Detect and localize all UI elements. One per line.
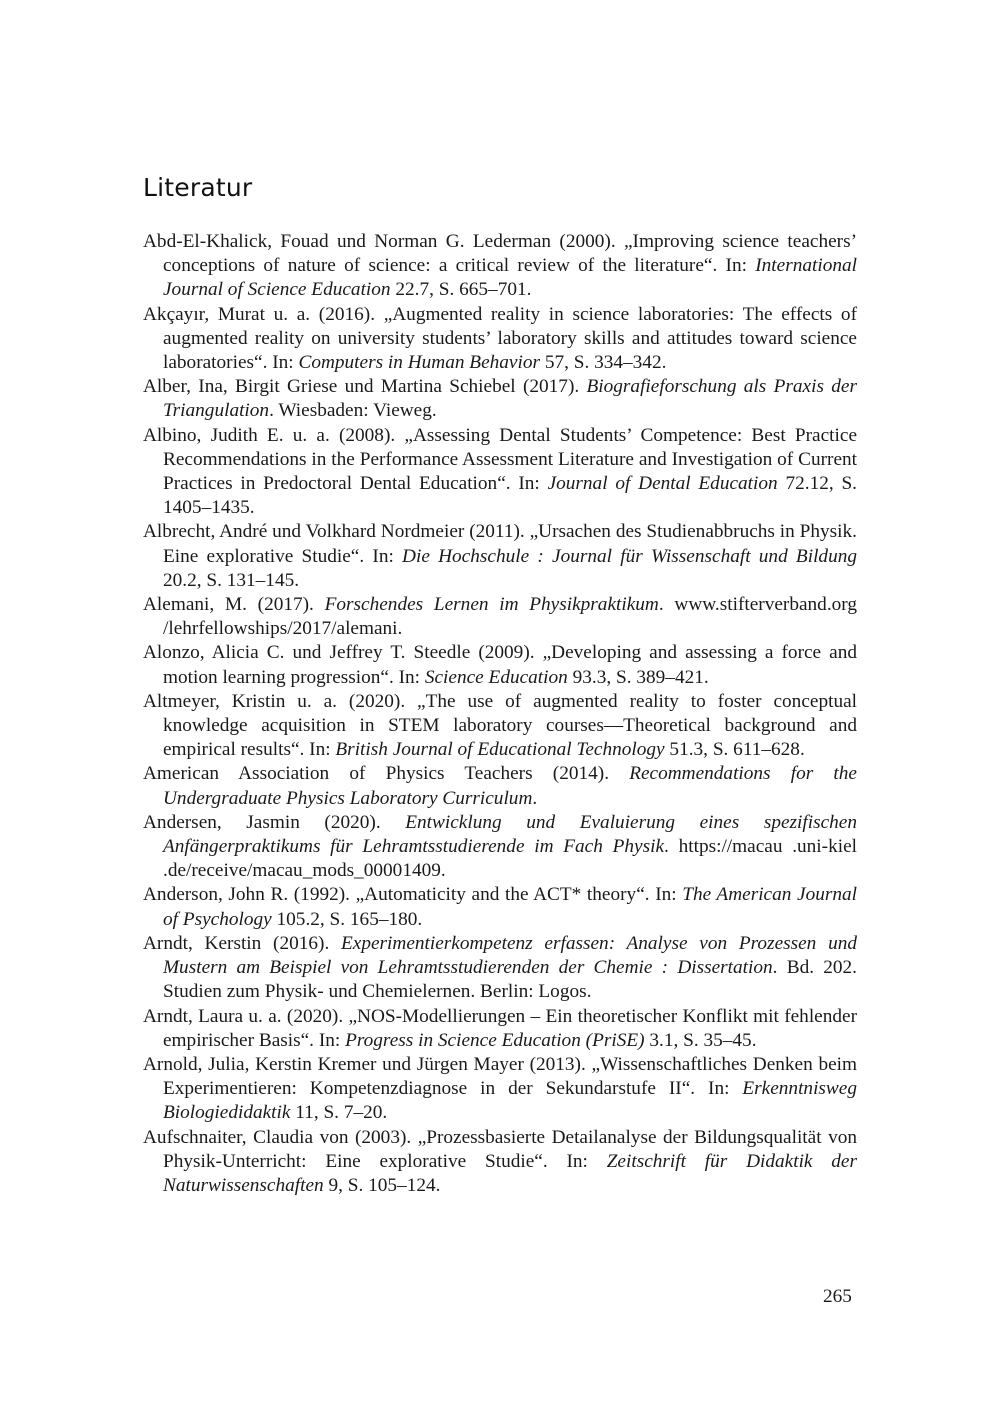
reference-entry — [143, 641, 857, 689]
reference-source: Erkenntnisweg Biologiedidaktik — [163, 1078, 857, 1124]
reference-text: Abd-El-Khalick, Fouad und Norman G. Lederman (2000). „Improving science teachers’ conceptions of nature of science: a critical review of the literature“. In: — [143, 231, 857, 277]
reference-details: . Bd. 202. Studien zum Physik- und Chemielernen. Berlin: Logos. — [163, 957, 858, 1003]
reference-entry — [143, 1053, 857, 1126]
reference-details: . Wiesbaden: Vieweg. — [269, 400, 437, 422]
reference-text: Altmeyer, Kristin u. a. (2020). „The use of augmented reality to foster conceptual knowledge acquisition in STEM laboratory courses—Theoretical background and empirical results“. In: — [143, 690, 857, 761]
reference-entry — [143, 424, 857, 521]
reference-entry — [143, 762, 857, 810]
reference-entry — [143, 690, 857, 763]
reference-details: . — [532, 787, 538, 809]
page-number: 265 — [823, 1286, 852, 1307]
reference-entry — [143, 1126, 857, 1199]
reference-text: Arndt, Kerstin (2016). — [143, 932, 342, 954]
reference-entry — [143, 883, 857, 931]
reference-text: Arnold, Julia, Kerstin Kremer und Jürgen Mayer (2013). „Wissenschaftliches Denken beim Experimentieren: Kompetenzdiagnose in der Sekundarstufe II“. In: — [143, 1053, 857, 1100]
reference-text: Alonzo, Alicia C. und Jeffrey T. Steedle (2009). „Developing and assessing a force and motion learning progression“. In: — [143, 642, 857, 688]
reference-details: 72.12, S. 1405–1435. — [163, 473, 858, 519]
reference-details: 57, S. 334–342. — [540, 352, 667, 374]
reference-text: Andersen, Jasmin (2020). — [143, 811, 406, 833]
reference-list — [143, 230, 857, 1198]
reference-details: 105.2, S. 165–180. — [271, 908, 423, 930]
reference-details: 11, S. 7–20. — [290, 1102, 388, 1124]
reference-source: International Journal of Science Education — [163, 255, 857, 301]
reference-details: 3.1, S. 35–45. — [644, 1029, 757, 1051]
reference-source: Recommendations for the Undergraduate Physics Laboratory Curriculum — [163, 763, 857, 809]
reference-source: Biografieforschung als Praxis der Triangulation — [163, 376, 857, 422]
reference-details: 20.2, S. 131–145. — [163, 569, 300, 591]
reference-source: Experimentierkompetenz erfassen: Analyse von Prozessen und Mustern am Beispiel von Lehramtsstudierenden der Chemie : Dissertation — [163, 932, 857, 979]
reference-entry — [143, 932, 857, 1005]
reference-source: Journal of Dental Education — [547, 473, 778, 495]
reference-entry — [143, 811, 857, 884]
reference-source: Zeitschrift für Didaktik der Naturwissenschaften — [163, 1150, 857, 1196]
reference-text: Albino, Judith E. u. a. (2008). „Assessing Dental Students’ Competence: Best Practice Recommendations in the Performance Assessment Literature and Investigation of Current Practices in Predoctoral Dental Education“. In: — [143, 424, 857, 495]
reference-source: The American Journal of Psychology — [163, 884, 857, 930]
reference-text: Alemani, M. (2017). — [143, 594, 325, 616]
reference-details: 93.3, S. 389–421. — [567, 666, 709, 688]
reference-source: British Journal of Educational Technology — [335, 739, 665, 761]
reference-details: 9, S. 105–124. — [323, 1174, 441, 1196]
reference-details: 22.7, S. 665–701. — [390, 279, 532, 301]
reference-details: . www.stifterverband.org /lehrfellowships/2017/alemani. — [163, 594, 857, 640]
reference-source: Science Education — [424, 666, 568, 688]
reference-text: Alber, Ina, Birgit Griese und Martina Schiebel (2017). — [143, 376, 587, 398]
reference-entry — [143, 1005, 857, 1053]
section-heading: Literatur — [143, 173, 253, 202]
reference-entry — [143, 303, 857, 376]
reference-source: Computers in Human Behavior — [298, 352, 540, 374]
reference-entry — [143, 230, 857, 303]
reference-entry — [143, 375, 857, 423]
reference-source: Entwicklung und Evaluierung eines spezifischen Anfängerpraktikums für Lehramtsstudierende im Fach Physik — [163, 811, 858, 858]
reference-details: 51.3, S. 611–628. — [664, 739, 805, 761]
reference-text: Akçayır, Murat u. a. (2016). „Augmented reality in science laboratories: The effects of augmented reality on university students’ laboratory skills and attitudes toward science laboratories“. In: — [143, 303, 857, 374]
reference-text: Albrecht, André und Volkhard Nordmeier (2011). „Ursachen des Studienabbruchs in Physik. Eine explorative Studie“. In: — [143, 521, 857, 567]
reference-source: Forschendes Lernen im Physikpraktikum — [324, 594, 659, 616]
reference-entry — [143, 520, 857, 593]
reference-text: Aufschnaiter, Claudia von (2003). „Prozessbasierte Detailanalyse der Bildungsqualität von Physik-Unterricht: Eine explorative Studie“. In: — [143, 1126, 857, 1172]
reference-text: Arndt, Laura u. a. (2020). „NOS-Modellierungen – Ein theoretischer Konflikt mit fehlender empirischer Basis“. In: — [143, 1005, 857, 1051]
reference-text: American Association of Physics Teachers (2014). — [143, 763, 630, 785]
reference-entry — [143, 593, 857, 641]
reference-details: . https://macau .uni-kiel .de/receive/macau_mods_00001409. — [163, 836, 858, 882]
reference-source: Die Hochschule : Journal für Wissenschaft und Bildung — [402, 545, 857, 567]
reference-text: Anderson, John R. (1992). „Automaticity and the ACT* theory“. In: — [143, 884, 683, 906]
reference-source: Progress in Science Education (PriSE) — [345, 1029, 645, 1051]
